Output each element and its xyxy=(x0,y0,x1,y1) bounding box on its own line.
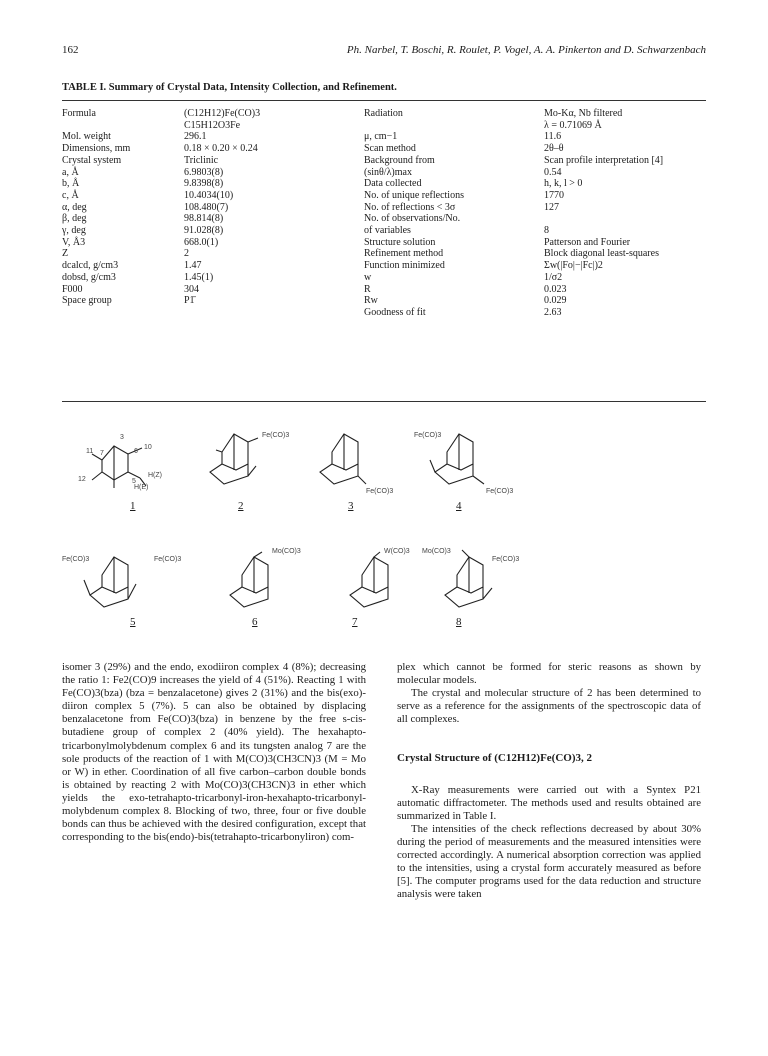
h-z-label: H(Z) xyxy=(148,472,162,479)
table-row xyxy=(62,108,708,120)
section-heading: Crystal Structure of (C12H12)Fe(CO)3, 2 xyxy=(397,752,593,765)
param-value: 1.45(1) xyxy=(184,271,214,283)
param-value: P1̄ xyxy=(184,295,195,307)
param-value: 10.4034(10) xyxy=(184,189,234,201)
param-value: Σw(|Fo|−|Fc|)2 xyxy=(544,260,603,272)
param-label: Rw xyxy=(364,295,378,307)
param-value: 1770 xyxy=(544,189,564,201)
param-label: Refinement method xyxy=(364,248,444,260)
table-row xyxy=(62,295,708,307)
running-header xyxy=(62,44,706,60)
right-column-text xyxy=(397,661,701,901)
fe-label-5b: Fe(CO)3 xyxy=(154,556,182,563)
param-value: Triclinic xyxy=(184,154,219,166)
compound-number-7: 7 xyxy=(352,616,358,628)
crystal-data-table xyxy=(62,108,708,319)
page-number: 162 xyxy=(62,44,79,56)
h-e-label: H(E) xyxy=(134,484,149,491)
param-label: b, Å xyxy=(62,178,80,190)
param-value: 127 xyxy=(544,201,559,213)
compound-number-4: 4 xyxy=(456,500,462,512)
compound-number-6: 6 xyxy=(252,616,258,628)
table-row xyxy=(62,248,708,260)
table-row xyxy=(62,190,708,202)
param-value: Mo-Kα, Nb filtered xyxy=(544,108,623,119)
param-label: Dimensions, mm xyxy=(62,143,131,155)
table-row xyxy=(62,272,708,284)
param-label: Data collected xyxy=(364,178,422,190)
w-label-7: W(CO)3 xyxy=(384,548,410,555)
param-label xyxy=(364,120,544,132)
compound-number-3: 3 xyxy=(348,500,354,512)
param-label: No. of observations/No. xyxy=(364,213,461,225)
table-row xyxy=(62,237,708,249)
param-value: 1.47 xyxy=(184,260,202,272)
param-value: 9.8398(8) xyxy=(184,178,224,190)
param-value: 6.9803(8) xyxy=(184,166,224,178)
table-row xyxy=(62,131,708,143)
atom-label-7: 7 xyxy=(100,450,104,457)
table-row xyxy=(62,178,708,190)
table-bottom-rule xyxy=(62,401,706,402)
compound-number-5: 5 xyxy=(130,616,136,628)
param-value: h, k, l > 0 xyxy=(544,178,583,190)
param-value: 108.480(7) xyxy=(184,201,229,213)
param-label xyxy=(62,120,184,132)
param-value: 0.023 xyxy=(544,283,567,295)
param-value: 304 xyxy=(184,283,199,295)
param-label: No. of unique reflections xyxy=(364,189,464,201)
table-row xyxy=(62,284,708,296)
param-label: Mol. weight xyxy=(62,131,111,143)
param-value: C15H12O3Fe xyxy=(184,119,241,131)
param-label: F000 xyxy=(62,283,83,295)
table-row xyxy=(62,202,708,214)
param-value: 296.1 xyxy=(184,131,207,143)
param-value: Block diagonal least-squares xyxy=(544,248,659,260)
atom-label-5: 5 xyxy=(132,478,136,485)
param-value: 98.814(8) xyxy=(184,213,224,225)
fe-label-8: Fe(CO)3 xyxy=(492,556,520,563)
param-value: 91.028(8) xyxy=(184,225,224,237)
compound-number-2: 2 xyxy=(238,500,244,512)
param-label: Scan method xyxy=(364,143,416,155)
structure-drawings xyxy=(62,420,708,630)
param-value xyxy=(184,307,364,319)
table-row xyxy=(62,155,708,167)
atom-label-11: 11 xyxy=(86,448,94,455)
param-value: 2.63 xyxy=(544,306,562,318)
param-label: Radiation xyxy=(364,108,403,119)
param-label: w xyxy=(364,271,372,283)
param-value: 1/σ2 xyxy=(544,271,563,283)
fe-label-4a: Fe(CO)3 xyxy=(414,432,442,439)
compound-4-drawing xyxy=(430,434,484,484)
param-label: Formula xyxy=(62,108,96,119)
param-value: Patterson and Fourier xyxy=(544,236,631,248)
param-label: Goodness of fit xyxy=(364,306,426,318)
param-value: 668.0(1) xyxy=(184,236,219,248)
body-paragraph: The intensities of the check reflections decreased by about 30% during the period of measurements and the measured intensities were corrected accordingly. A numerical absorption correction was applied to the intensities, using a crystal form accurately measured as before [5]. The computer programs used for the data reduction and structure analysis were taken xyxy=(397,822,701,901)
body-paragraph: isomer 3 (29%) and the endo, exodiiron complex 4 (8%); decreasing the ratio 1: Fe2(CO)9 increases the yield of 4 (51%). Reacting 1 with Fe(CO)3(bza) (bza = benzalacetone) gives 2 (31%) and the bis(exo)-diiron complex 5 (7%). 5 can also be obtained by displacing benzalacetone from Fe(CO)3(bza) in benzene by the free s-cis-butadiene group of complex 2 (40% yield). The hexahapto-tricarbonylmolybdenum complex 6 and its tungsten analog 7 are the sole products of the reaction of 1 with M(CO)3(CH3CN)3 (M = Mo or W) in ether. Coordination of all five carbon–carbon double bonds is obtained by reacting 2 with Mo(CO)3(CH3CN)3 in ether which yields the exo-tetrahapto-tricarbonyl-iron-hexahapto-tricarbonyl-molybdenum complex 8. Blocking of two, three, four or five double bonds can thus be achieved with the desired configuration, except that corresponding to the bis(endo)-bis(tetrahapto-tricarbonyliron) com- xyxy=(62,661,366,844)
param-label: a, Å xyxy=(62,166,79,178)
compound-6-drawing xyxy=(230,552,268,607)
compound-number-8: 8 xyxy=(456,616,462,628)
left-column-text xyxy=(62,661,366,844)
param-label: V, Å3 xyxy=(62,236,86,248)
param-label: c, Å xyxy=(62,189,79,201)
table-row xyxy=(62,120,708,132)
table-row xyxy=(62,260,708,272)
author-line: Ph. Narbel, T. Boschi, R. Roulet, P. Vogel, A. A. Pinkerton and D. Schwarzenbach xyxy=(346,44,706,56)
fe-label-5a: Fe(CO)3 xyxy=(62,556,90,563)
compound-8-drawing xyxy=(445,550,492,607)
param-label: Z xyxy=(62,248,69,260)
param-value: (C12H12)Fe(CO)3 xyxy=(184,108,261,119)
param-value: 11.6 xyxy=(544,131,562,143)
param-label: γ, deg xyxy=(62,225,86,237)
param-label: dcalcd, g/cm3 xyxy=(62,260,119,272)
table-top-rule xyxy=(62,100,706,101)
fe-label-4b: Fe(CO)3 xyxy=(486,488,514,495)
atom-label-6: 6 xyxy=(134,448,138,455)
atom-label-10: 10 xyxy=(144,444,152,451)
compound-7-drawing xyxy=(350,552,388,607)
table-row xyxy=(62,213,708,225)
param-value xyxy=(544,213,708,225)
table-row xyxy=(62,225,708,237)
compound-number-1: 1 xyxy=(130,500,136,512)
param-label: (sinθ/λ)max xyxy=(364,166,412,178)
param-label: α, deg xyxy=(62,201,87,213)
param-label: Background from xyxy=(364,154,435,166)
param-label: Function minimized xyxy=(364,260,445,272)
mo-label-8: Mo(CO)3 xyxy=(422,548,451,555)
body-paragraph: The crystal and molecular structure of 2 has been determined to serve as a reference for the assignments of the spectroscopic data of all complexes. xyxy=(397,687,701,726)
fe-label-3: Fe(CO)3 xyxy=(366,488,394,495)
body-paragraph: X-Ray measurements were carried out with a Syntex P21 automatic diffractometer. The methods used and results obtained are summarized in Table I. xyxy=(397,783,701,822)
param-value: 2 xyxy=(184,248,189,260)
param-value: Scan profile interpretation [4] xyxy=(544,154,664,166)
atom-label-3: 3 xyxy=(120,434,124,441)
param-value: 0.18 × 0.20 × 0.24 xyxy=(184,143,258,155)
param-value: 2θ–θ xyxy=(544,143,564,155)
param-label: μ, cm−1 xyxy=(364,131,398,143)
table-row xyxy=(62,167,708,179)
compound-2-drawing xyxy=(210,434,258,484)
table-caption: TABLE I. Summary of Crystal Data, Intensity Collection, and Refinement. xyxy=(62,82,397,93)
param-label: R xyxy=(364,283,371,295)
param-value: λ = 0.71069 Å xyxy=(544,119,602,131)
table-row xyxy=(62,143,708,155)
atom-label-12: 12 xyxy=(78,476,86,483)
param-label: dobsd, g/cm3 xyxy=(62,271,116,283)
param-label: Space group xyxy=(62,295,112,307)
param-label: β, deg xyxy=(62,213,87,225)
param-label: Crystal system xyxy=(62,154,122,166)
mo-label-6: Mo(CO)3 xyxy=(272,548,301,555)
param-value: 0.54 xyxy=(544,166,562,178)
compound-3-drawing xyxy=(320,434,366,484)
table-row xyxy=(62,307,708,319)
structures-figure xyxy=(62,420,708,630)
fe-label-2: Fe(CO)3 xyxy=(262,432,290,439)
param-label: Structure solution xyxy=(364,236,436,248)
param-label: of variables xyxy=(364,225,411,237)
param-value: 8 xyxy=(544,225,549,237)
compound-5-drawing xyxy=(84,557,136,607)
body-paragraph: plex which cannot be formed for steric reasons as shown by molecular models. xyxy=(397,661,701,687)
param-label: No. of reflections < 3σ xyxy=(364,201,456,213)
param-label xyxy=(62,307,184,319)
param-value: 0.029 xyxy=(544,295,567,307)
